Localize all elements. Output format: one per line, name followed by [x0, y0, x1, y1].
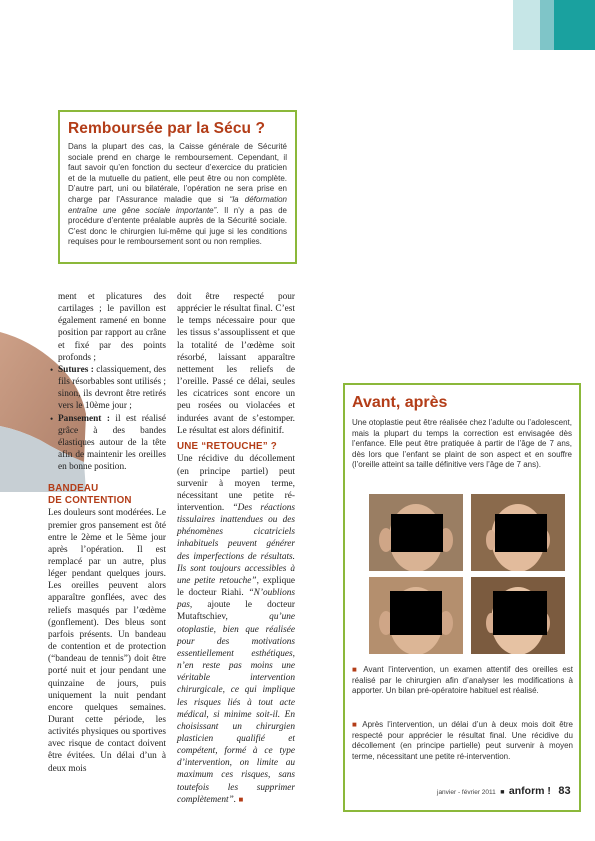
- caption-after: [352, 720, 573, 762]
- list-item-sutures: [48, 364, 166, 413]
- article-column-2: [177, 291, 295, 806]
- footer-square-icon: ■: [500, 789, 505, 796]
- list-item-text: classiquement, des fils résorbables sont utilisés ; sinon, ils devront être retirés vers le 10ème jour ;: [58, 364, 166, 412]
- magazine-name: anform !: [508, 785, 551, 797]
- subheading-bandeau: [48, 483, 166, 506]
- article-column-1: [48, 291, 166, 775]
- bullet-icon: •: [50, 413, 54, 424]
- subheading-retouche: UNE “RETOUCHE” ?: [177, 440, 277, 452]
- box-text: [68, 142, 287, 248]
- page-footer: [437, 781, 577, 795]
- page-number: 83: [558, 785, 571, 797]
- quote-text: qu’une otoplastie, bien que réalisée pour des motivations essentiellement esthétiques, n’en reste pas moins une véritable intervention chirurgicale, ce qui implique les risques liés à tout acte médical, si minime soit-il. En choisissant un chirurgien plasticien qualifié et compétent, formé à ce type d’intervention, on limite au maximum ces risques, sans toutefois les supprimer complètement”.: [177, 612, 295, 805]
- header-tab-light: [513, 0, 540, 50]
- after-photo-2: [471, 577, 565, 654]
- quote-text: “Des réactions tissulaires inattendues ou des phénomènes cicatriciels inhabituels peuvent générer des imperfections de résultats. Ils sont toujours accessibles à une petite retouche”: [177, 503, 295, 586]
- header-color-tabs: [513, 0, 595, 50]
- list-item-pansement: [48, 413, 166, 474]
- list-item-label: Pansement :: [58, 413, 110, 424]
- body-text: Une récidive du décollement (en principe partiel) peut survenir à moyen terme, nécessitant une petite ré-intervention.: [177, 454, 295, 513]
- column-1-intro: ment et plicatures des cartilages ; le pavillon est également ramené en bonne position par rapport au crâne et fixé par des points profonds ;: [58, 292, 166, 363]
- column-2-body-2: [177, 453, 295, 806]
- subheading-line: DE CONTENTION: [48, 494, 132, 506]
- header-tab-medium: [540, 0, 554, 50]
- box-title: Remboursée par la Sécu ?: [68, 120, 266, 137]
- box-intro: Une otoplastie peut être réalisée chez l’adulte ou l’adolescent, mais la plupart du temps la correction est envisagée dès l’enfance. Elle peut être pratiquée à partir de l’âge de 7 ans, dès lors que l’enfant se plaint de son aspect et en souffre (l’oreille atteint sa taille définitive vers l’âge de 7 ans).: [352, 418, 572, 470]
- caption-text: Avant l’intervention, un examen attentif des oreilles est réalisé par le chirurgien afin d’analyser les modifications à apporter. Un bilan pré-opératoire habituel est réalisé.: [352, 665, 574, 696]
- attribution-text: ajoute le docteur Mutaftschiev,: [177, 600, 295, 623]
- quote-text: “N’oublions pas,: [177, 588, 295, 611]
- end-mark-icon: ■: [238, 794, 244, 804]
- box-text-quote: “la déformation entraîne une gêne sociale importante”: [68, 194, 287, 215]
- attribution-text: , explique le docteur Riahi.: [177, 575, 295, 599]
- bullet-icon: •: [50, 364, 54, 375]
- caption-text: Après l’intervention, un délai d’un à deux mois doit être respecté pour apprécier le résultat final. Une récidive du décollement (en principe partielle) peut survenir à moyen terme, nécessitant une petite ré-intervention.: [352, 720, 573, 761]
- box-text-part: . Il n’y a pas de procédure d’entente préalable auprès de la Sécurité sociale. C’est donc le chirurgien lui-même qui juge si les conditions requises pour le remboursement sont ou non remplies.: [68, 205, 287, 247]
- column-2-body-1: doit être respecté pour apprécier le résultat final. C’est le temps nécessaire pour que les tissus s’assouplissent et que la totalité de l’œdème soit résorbé, laissant apparaître nettement les reliefs de l’oreille. Passé ce délai, seules les cicatrices sont encore un peu rosées ou violacées et indurées avant de s’estomper. Le résultat est alors définitif.: [177, 292, 295, 436]
- sidebar-box-before-after: [343, 383, 581, 812]
- box-text-part: Dans la plupart des cas, la Caisse générale de Sécurité sociale prend en charge le remboursement. Cependant, il faut savoir qu’en fonction du secteur d’exercice du praticien et de la mutuelle du patient, elle peut être ou non complète. D’autre part, uni ou bilatérale, l’opération ne sera prise en charge par l’Assurance maladie que si: [68, 142, 287, 204]
- subheading-line: BANDEAU: [48, 483, 99, 495]
- before-photo-1: [369, 494, 463, 571]
- caption-before: [352, 665, 573, 697]
- before-photo-2: [369, 577, 463, 654]
- square-bullet-icon: ■: [352, 720, 359, 729]
- after-photo-1: [471, 494, 565, 571]
- photo-grid: [369, 494, 565, 654]
- list-item-label: Sutures :: [58, 364, 94, 375]
- header-tab-dark: [554, 0, 595, 50]
- list-item-text: il est réalisé grâce à des bandes élastiques autour de la tête afin de maintenir les oreilles en bonne position.: [58, 413, 166, 473]
- sidebar-box-reimbursement: [58, 110, 297, 264]
- box-title: Avant, après: [352, 394, 448, 411]
- column-1-body: Les douleurs sont modérées. Le premier gros pansement est ôté entre le 2ème et le 5ème jour après l’opération. Il est remplacé par un autre, plus léger pendant quelques jours. Les oreilles peuvent alors apparaître gonflées, avec des reliefs masqués par l’œdème (gonflement). Des bleus sont parfois présents. Un bandeau de contention et de protection (“bandeau de tennis”) doit être porté nuit et jour pendant une quinzaine de jours, puis uniquement la nuit pendant encore quelques semaines. Durant cette période, les activités physiques ou sportives avec risque de contact doivent être évitées. Un délai d’un à deux mois: [48, 508, 167, 774]
- square-bullet-icon: ■: [352, 665, 360, 674]
- issue-date: janvier - février 2011: [437, 789, 496, 796]
